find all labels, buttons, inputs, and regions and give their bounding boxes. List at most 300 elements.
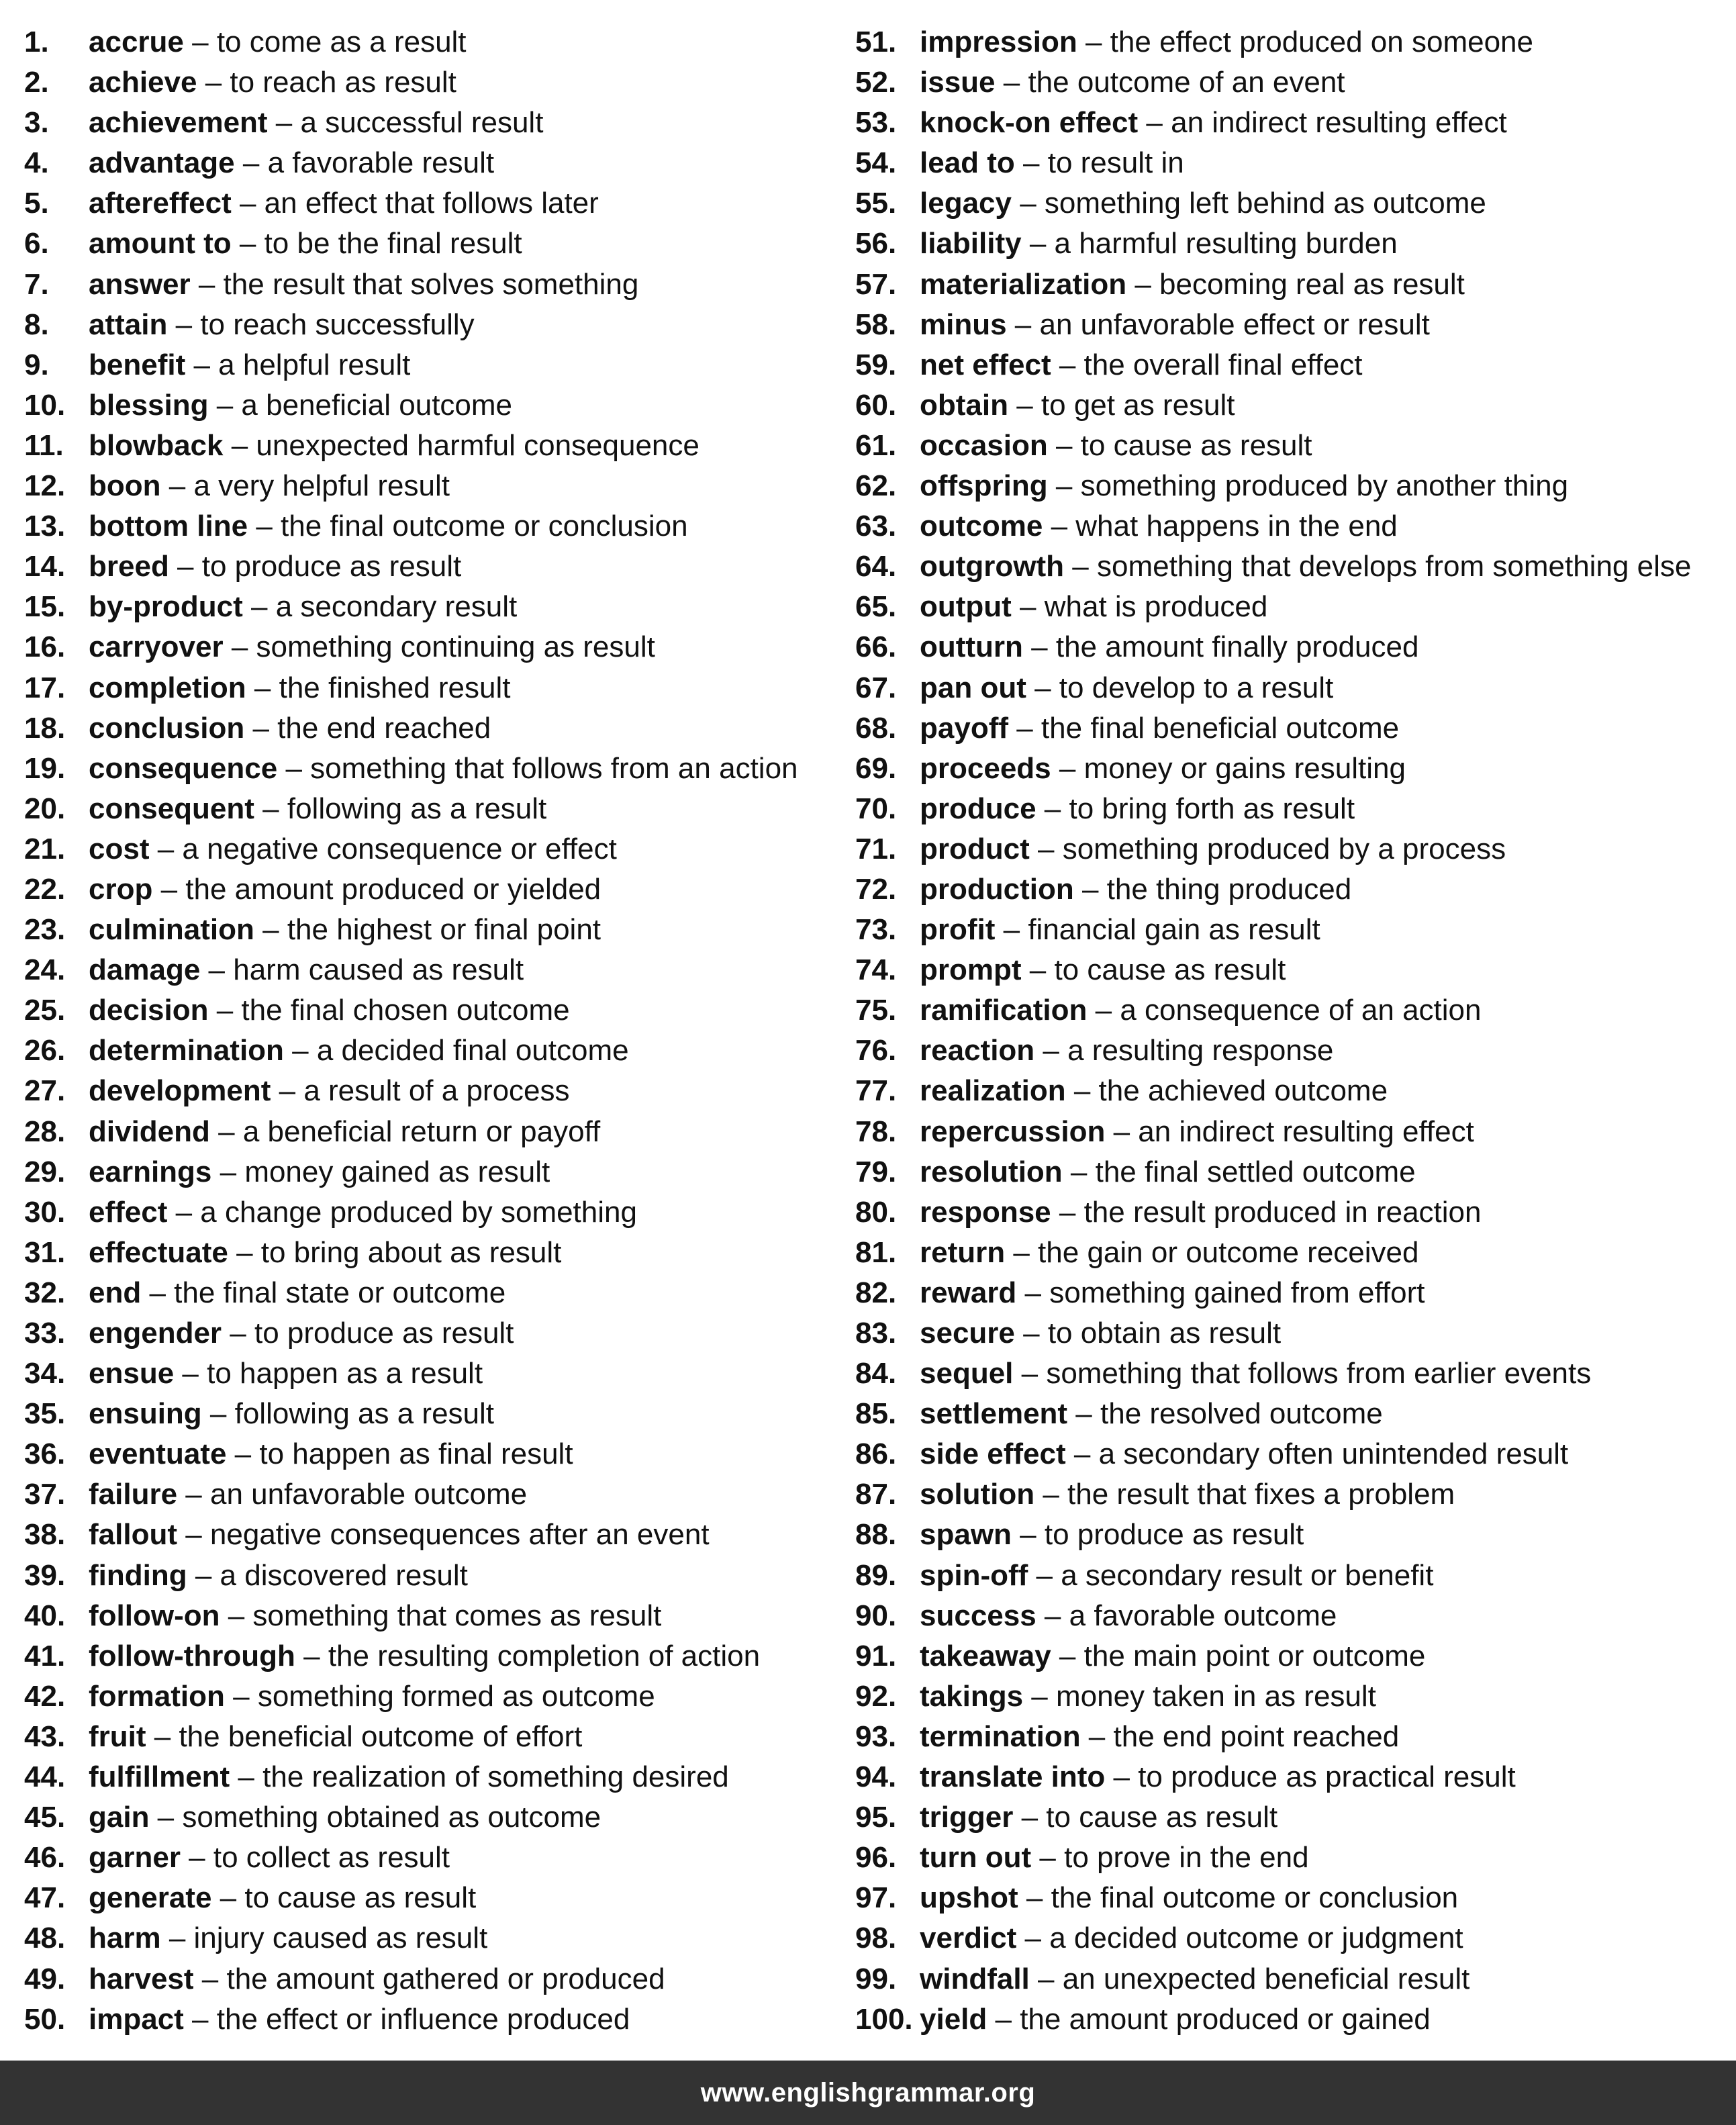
- item-separator: –: [208, 388, 242, 422]
- list-item: [855, 1152, 1691, 1192]
- item-number: 11.: [24, 428, 64, 462]
- list-item: [24, 1596, 798, 1636]
- item-number: 6.: [24, 227, 49, 261]
- item-definition: following as a result: [234, 1397, 495, 1431]
- item-number: 22.: [24, 872, 66, 906]
- item-separator: –: [201, 1397, 235, 1431]
- item-term: achieve: [89, 66, 197, 99]
- item-term: blowback: [89, 428, 224, 462]
- list-item: [24, 1918, 798, 1958]
- list-item: [24, 749, 798, 789]
- item-term: reward: [920, 1276, 1017, 1309]
- item-separator: –: [177, 1478, 210, 1511]
- item-separator: –: [1029, 832, 1063, 865]
- list-item: [24, 1959, 798, 1999]
- item-term: consequence: [89, 751, 278, 785]
- list-item: [24, 1556, 798, 1596]
- item-number: 35.: [24, 1397, 66, 1431]
- item-term: crop: [89, 872, 153, 906]
- list-item: [24, 950, 798, 990]
- item-definition: the final beneficial outcome: [1041, 711, 1400, 745]
- list-item: [24, 305, 798, 345]
- item-term: gain: [89, 1801, 150, 1834]
- list-item: [855, 627, 1691, 667]
- item-term: garner: [89, 1841, 181, 1875]
- item-separator: –: [211, 1881, 245, 1915]
- item-separator: –: [149, 832, 183, 865]
- list-item: [24, 1354, 798, 1394]
- item-term: spawn: [920, 1518, 1012, 1552]
- item-definition: a very helpful result: [193, 469, 450, 503]
- item-separator: –: [254, 913, 287, 947]
- item-definition: the realization of something desired: [262, 1760, 729, 1794]
- list-item: [855, 426, 1691, 466]
- item-definition: the outcome of an event: [1028, 66, 1345, 99]
- list-item: [855, 1233, 1691, 1273]
- item-number: 53.: [855, 106, 897, 140]
- list-item: [24, 1757, 798, 1797]
- item-number: 14.: [24, 550, 66, 583]
- item-term: issue: [920, 66, 996, 99]
- list-item: [24, 668, 798, 708]
- item-definition: to get as result: [1041, 388, 1235, 422]
- item-number: 33.: [24, 1317, 66, 1350]
- item-definition: a helpful result: [218, 348, 411, 381]
- list-item: [855, 869, 1691, 910]
- item-number: 96.: [855, 1841, 897, 1875]
- list-item: [24, 547, 798, 587]
- item-separator: –: [226, 1437, 260, 1471]
- item-number: 76.: [855, 1034, 897, 1068]
- item-term: occasion: [920, 428, 1048, 462]
- item-term: output: [920, 590, 1012, 624]
- item-term: trigger: [920, 1801, 1014, 1834]
- list-item: [855, 1112, 1691, 1152]
- item-term: liability: [920, 227, 1022, 261]
- item-definition: an unfavorable effect or result: [1039, 308, 1430, 341]
- item-separator: –: [1021, 953, 1055, 987]
- item-number: 52.: [855, 66, 897, 99]
- item-term: knock-on effect: [920, 106, 1139, 140]
- item-definition: the final settled outcome: [1095, 1155, 1416, 1188]
- item-term: determination: [89, 1034, 284, 1068]
- item-term: fallout: [89, 1518, 177, 1552]
- item-separator: –: [197, 66, 230, 99]
- item-definition: the achieved outcome: [1098, 1074, 1388, 1108]
- item-definition: an indirect resulting effect: [1171, 106, 1507, 140]
- list-item: [24, 1031, 798, 1071]
- item-definition: a decided final outcome: [316, 1034, 629, 1068]
- item-definition: the amount gathered or produced: [226, 1962, 665, 1995]
- item-definition: something left behind as outcome: [1044, 187, 1486, 220]
- item-number: 98.: [855, 1922, 897, 1955]
- list-item: [24, 1717, 798, 1757]
- item-separator: –: [1011, 590, 1045, 624]
- item-definition: a beneficial outcome: [241, 388, 513, 422]
- item-separator: –: [1043, 510, 1076, 543]
- item-separator: –: [1047, 469, 1081, 503]
- list-item: [24, 869, 798, 910]
- item-number: 66.: [855, 630, 897, 664]
- item-term: achievement: [89, 106, 268, 140]
- item-definition: a successful result: [300, 106, 544, 140]
- list-item: [24, 627, 798, 667]
- item-definition: the amount produced or yielded: [185, 872, 601, 906]
- item-number: 75.: [855, 994, 897, 1027]
- item-separator: –: [183, 26, 217, 58]
- item-definition: the final chosen outcome: [241, 994, 570, 1027]
- item-term: bottom line: [89, 510, 248, 543]
- item-number: 94.: [855, 1760, 897, 1794]
- list-item: [24, 143, 798, 183]
- list-item: [855, 466, 1691, 506]
- item-term: payoff: [920, 711, 1008, 745]
- list-item: [24, 1313, 798, 1354]
- item-separator: –: [1073, 872, 1107, 906]
- item-separator: –: [1064, 550, 1097, 583]
- item-term: upshot: [920, 1881, 1018, 1915]
- item-definition: something gained from effort: [1049, 1276, 1425, 1309]
- item-separator: –: [1034, 1478, 1068, 1511]
- item-definition: becoming real as result: [1159, 267, 1465, 301]
- item-definition: the amount produced or gained: [1020, 2002, 1431, 2036]
- item-separator: –: [1031, 1841, 1065, 1875]
- item-number: 86.: [855, 1437, 897, 1471]
- item-definition: the result that solves something: [223, 267, 639, 301]
- list-item: [24, 1878, 798, 1918]
- list-item: [855, 950, 1691, 990]
- item-definition: a change produced by something: [200, 1195, 637, 1229]
- item-number: 97.: [855, 1881, 897, 1915]
- item-term: return: [920, 1235, 1006, 1269]
- item-separator: –: [1008, 388, 1041, 422]
- list-item: [855, 1031, 1691, 1071]
- footer-url: www.englishgrammar.org: [700, 2077, 1036, 2108]
- item-separator: –: [1036, 1599, 1069, 1632]
- item-separator: –: [1023, 1679, 1056, 1713]
- item-definition: to produce as result: [201, 550, 462, 583]
- item-number: 49.: [24, 1962, 66, 1995]
- word-list-right-column: [855, 22, 1691, 2040]
- item-number: 38.: [24, 1518, 66, 1552]
- list-item: [855, 1354, 1691, 1394]
- list-item: [855, 1394, 1691, 1434]
- list-item: [24, 385, 798, 426]
- item-number: 55.: [855, 187, 897, 220]
- item-number: 64.: [855, 550, 897, 583]
- item-separator: –: [254, 792, 287, 825]
- item-number: 30.: [24, 1195, 66, 1229]
- item-definition: to obtain as result: [1047, 1317, 1282, 1350]
- list-item: [24, 62, 798, 103]
- item-number: 26.: [24, 1034, 66, 1068]
- item-term: effectuate: [89, 1235, 228, 1269]
- item-number: 10.: [24, 388, 66, 422]
- item-separator: –: [1021, 227, 1055, 261]
- item-definition: money or gains resulting: [1083, 751, 1406, 785]
- list-item: [855, 1515, 1691, 1555]
- item-definition: to come as a result: [216, 26, 467, 58]
- item-definition: a decided outcome or judgment: [1049, 1922, 1463, 1955]
- list-item: [855, 1999, 1691, 2040]
- item-definition: to reach as result: [230, 66, 456, 99]
- item-separator: –: [1014, 146, 1048, 180]
- item-number: 63.: [855, 510, 897, 543]
- item-number: 45.: [24, 1801, 66, 1834]
- item-definition: something obtained as outcome: [182, 1801, 601, 1834]
- item-separator: –: [220, 1599, 253, 1632]
- item-separator: –: [1067, 1397, 1100, 1431]
- item-term: earnings: [89, 1155, 212, 1188]
- item-separator: –: [1011, 1518, 1045, 1552]
- item-number: 25.: [24, 994, 66, 1027]
- item-number: 51.: [855, 26, 897, 58]
- item-term: by-product: [89, 590, 243, 624]
- item-term: obtain: [920, 388, 1008, 422]
- list-item: [24, 466, 798, 506]
- item-definition: the beneficial outcome of effort: [179, 1719, 583, 1753]
- item-separator: –: [187, 1558, 220, 1592]
- list-item: [855, 789, 1691, 829]
- item-definition: to happen as a result: [207, 1357, 483, 1390]
- list-item: [24, 1636, 798, 1677]
- item-number: 59.: [855, 348, 897, 381]
- item-number: 1.: [24, 26, 49, 58]
- item-term: repercussion: [920, 1115, 1106, 1148]
- item-number: 82.: [855, 1276, 897, 1309]
- item-term: follow-on: [89, 1599, 220, 1632]
- item-separator: –: [223, 428, 256, 462]
- item-term: impact: [89, 2002, 184, 2036]
- item-number: 2.: [24, 66, 49, 99]
- footer-bar: [0, 2061, 1736, 2125]
- item-separator: –: [1077, 26, 1110, 58]
- item-definition: to cause as result: [244, 1881, 477, 1915]
- item-definition: the resolved outcome: [1100, 1397, 1383, 1431]
- item-separator: –: [267, 106, 301, 140]
- item-number: 79.: [855, 1155, 897, 1188]
- item-term: end: [89, 1276, 142, 1309]
- item-term: carryover: [89, 630, 224, 664]
- item-number: 91.: [855, 1639, 897, 1672]
- item-definition: an unfavorable outcome: [209, 1478, 528, 1511]
- item-number: 8.: [24, 308, 49, 341]
- item-definition: a result of a process: [303, 1074, 570, 1108]
- item-definition: an unexpected beneficial result: [1062, 1962, 1470, 1995]
- item-separator: –: [141, 1276, 175, 1309]
- list-item: [855, 990, 1691, 1031]
- item-definition: something formed as outcome: [257, 1679, 655, 1713]
- item-definition: a discovered result: [220, 1558, 468, 1592]
- item-definition: a favorable result: [267, 146, 495, 180]
- item-term: lead to: [920, 146, 1015, 180]
- item-term: completion: [89, 671, 246, 704]
- item-term: culmination: [89, 913, 254, 947]
- item-separator: –: [180, 1841, 213, 1875]
- item-term: outcome: [920, 510, 1043, 543]
- item-number: 40.: [24, 1599, 66, 1632]
- item-term: spin-off: [920, 1558, 1028, 1592]
- item-number: 62.: [855, 469, 897, 503]
- item-separator: –: [146, 1719, 179, 1753]
- item-separator: –: [1013, 1357, 1047, 1390]
- item-definition: a beneficial return or payoff: [242, 1115, 601, 1148]
- item-number: 80.: [855, 1195, 897, 1229]
- list-item: [24, 708, 798, 749]
- item-separator: –: [160, 469, 194, 503]
- item-term: development: [89, 1074, 271, 1108]
- item-term: production: [920, 872, 1074, 906]
- item-number: 83.: [855, 1317, 897, 1350]
- item-term: reaction: [920, 1034, 1035, 1068]
- item-separator: –: [231, 187, 264, 220]
- item-definition: the gain or outcome received: [1038, 1235, 1419, 1269]
- item-separator: –: [1011, 187, 1045, 220]
- item-separator: –: [1022, 630, 1056, 664]
- item-term: verdict: [920, 1922, 1017, 1955]
- item-definition: something that follows from an action: [310, 751, 798, 785]
- item-term: takeaway: [920, 1639, 1051, 1672]
- item-term: eventuate: [89, 1437, 227, 1471]
- item-term: cost: [89, 832, 150, 865]
- item-term: benefit: [89, 348, 186, 381]
- item-definition: the finished result: [279, 671, 511, 704]
- list-item: [855, 265, 1691, 305]
- word-list-left-column: [24, 22, 798, 2040]
- item-term: takings: [920, 1679, 1024, 1713]
- item-number: 67.: [855, 671, 897, 704]
- item-number: 88.: [855, 1518, 897, 1552]
- list-item: [855, 1071, 1691, 1111]
- list-item: [855, 305, 1691, 345]
- item-separator: –: [1105, 1115, 1139, 1148]
- item-number: 23.: [24, 913, 66, 947]
- list-item: [855, 183, 1691, 224]
- item-separator: –: [1016, 1922, 1050, 1955]
- item-number: 58.: [855, 308, 897, 341]
- list-item: [855, 1434, 1691, 1474]
- item-separator: –: [242, 590, 276, 624]
- item-term: solution: [920, 1478, 1035, 1511]
- item-term: blessing: [89, 388, 209, 422]
- item-separator: –: [230, 1760, 263, 1794]
- item-term: windfall: [920, 1962, 1030, 1995]
- item-definition: the resulting completion of action: [328, 1639, 761, 1672]
- item-number: 41.: [24, 1639, 66, 1672]
- item-number: 3.: [24, 106, 49, 140]
- item-number: 12.: [24, 469, 66, 503]
- item-term: consequent: [89, 792, 254, 825]
- item-term: success: [920, 1599, 1036, 1632]
- item-definition: a resulting response: [1067, 1034, 1334, 1068]
- list-item: [24, 990, 798, 1031]
- item-term: harm: [89, 1922, 161, 1955]
- item-number: 100.: [855, 2002, 913, 2036]
- list-item: [855, 1918, 1691, 1958]
- list-item: [24, 22, 798, 62]
- list-item: [24, 910, 798, 950]
- list-item: [855, 1192, 1691, 1233]
- list-item: [24, 224, 798, 264]
- item-definition: to happen as final result: [259, 1437, 573, 1471]
- item-number: 78.: [855, 1115, 897, 1148]
- item-separator: –: [1008, 711, 1041, 745]
- item-term: damage: [89, 953, 201, 987]
- item-number: 42.: [24, 1679, 66, 1713]
- list-item: [24, 1434, 798, 1474]
- item-term: aftereffect: [89, 187, 232, 220]
- item-separator: –: [1051, 348, 1084, 381]
- item-definition: the overall final effect: [1083, 348, 1363, 381]
- item-separator: –: [228, 1235, 261, 1269]
- list-item: [24, 789, 798, 829]
- list-item: [24, 345, 798, 385]
- item-number: 46.: [24, 1841, 66, 1875]
- item-number: 50.: [24, 2002, 66, 2036]
- item-number: 44.: [24, 1760, 66, 1794]
- item-number: 21.: [24, 832, 66, 865]
- list-item: [855, 1596, 1691, 1636]
- list-item: [855, 1636, 1691, 1677]
- item-number: 13.: [24, 510, 66, 543]
- list-item: [855, 103, 1691, 143]
- item-definition: to cause as result: [1054, 953, 1286, 987]
- item-number: 32.: [24, 1276, 66, 1309]
- item-separator: –: [1087, 994, 1120, 1027]
- item-separator: –: [1051, 1195, 1084, 1229]
- item-definition: to prove in the end: [1064, 1841, 1309, 1875]
- item-separator: –: [1051, 1639, 1084, 1672]
- list-item: [24, 1999, 798, 2040]
- item-separator: –: [149, 1801, 183, 1834]
- item-term: dividend: [89, 1115, 210, 1148]
- item-term: decision: [89, 994, 209, 1027]
- item-term: engender: [89, 1317, 222, 1350]
- item-definition: what happens in the end: [1075, 510, 1398, 543]
- item-number: 81.: [855, 1235, 897, 1269]
- item-separator: –: [244, 711, 278, 745]
- item-number: 90.: [855, 1599, 897, 1632]
- list-item: [855, 62, 1691, 103]
- item-separator: –: [224, 1679, 258, 1713]
- list-item: [855, 547, 1691, 587]
- item-term: breed: [89, 550, 169, 583]
- item-separator: –: [295, 1639, 328, 1672]
- item-definition: a consequence of an action: [1120, 994, 1482, 1027]
- item-number: 28.: [24, 1115, 66, 1148]
- item-number: 95.: [855, 1801, 897, 1834]
- list-item: [855, 1878, 1691, 1918]
- item-definition: something produced by another thing: [1080, 469, 1569, 503]
- item-separator: –: [271, 1074, 304, 1108]
- item-definition: the end reached: [277, 711, 491, 745]
- list-item: [24, 1273, 798, 1313]
- item-number: 9.: [24, 348, 49, 381]
- item-definition: the final outcome or conclusion: [1051, 1881, 1459, 1915]
- item-term: follow-through: [89, 1639, 295, 1672]
- item-definition: to develop to a result: [1059, 671, 1334, 704]
- item-separator: –: [174, 1357, 207, 1390]
- item-separator: –: [1062, 1155, 1096, 1188]
- item-definition: a secondary often unintended result: [1098, 1437, 1569, 1471]
- list-item: [24, 1192, 798, 1233]
- item-definition: what is produced: [1044, 590, 1268, 624]
- list-item: [855, 1757, 1691, 1797]
- item-separator: –: [277, 751, 311, 785]
- item-definition: to bring about as result: [260, 1235, 562, 1269]
- item-term: side effect: [920, 1437, 1066, 1471]
- list-item: [855, 506, 1691, 547]
